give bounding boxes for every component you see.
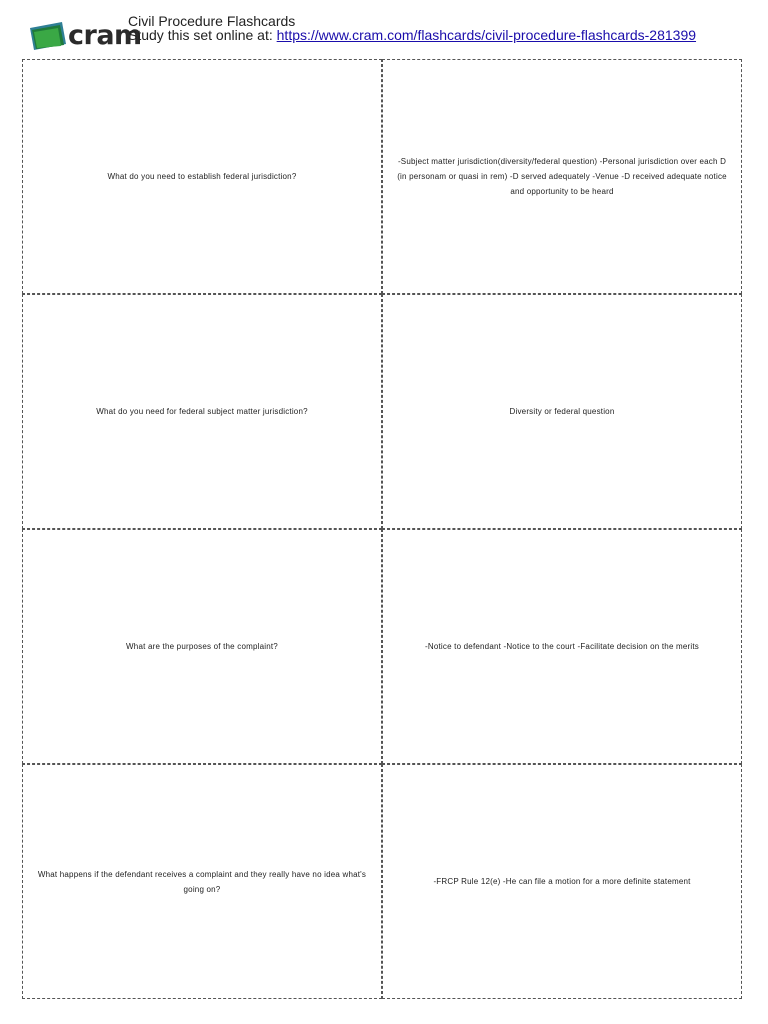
- card-answer-2: [382, 294, 742, 529]
- card-question-1: [22, 59, 382, 294]
- study-set-link[interactable]: https://www.cram.com/flashcards/civil-procedure-flashcards-281399: [276, 27, 697, 43]
- cram-logo-wordmark: cram: [68, 20, 142, 51]
- card-answer-3: [382, 529, 742, 764]
- flashcard-grid: [22, 59, 746, 999]
- question-text: What do you need to establish federal jurisdiction?: [107, 172, 297, 181]
- answer-text: Diversity or federal question: [509, 407, 615, 416]
- cram-logo-icon: [28, 18, 68, 54]
- answer-text: -FRCP Rule 12(e) -He can file a motion for a more definite statement: [433, 877, 691, 886]
- cram-logo[interactable]: [28, 18, 142, 54]
- card-answer-4: [382, 764, 742, 999]
- card-question-2: [22, 294, 382, 529]
- answer-text: -Subject matter jurisdiction(diversity/federal question) -Personal jurisdiction over each D (in personam or quasi in rem) -D served adequately -Venue -D received adequate notice and opportunity to be heard: [397, 157, 727, 196]
- answer-text: -Notice to defendant -Notice to the court -Facilitate decision on the merits: [425, 642, 699, 651]
- card-question-3: [22, 529, 382, 764]
- header-text: [128, 14, 748, 42]
- set-title: Civil Procedure Flashcards: [128, 13, 296, 29]
- card-question-4: [22, 764, 382, 999]
- study-online-line: [128, 28, 748, 42]
- question-text: What do you need for federal subject matter jurisdiction?: [96, 407, 308, 416]
- question-text: What are the purposes of the complaint?: [126, 642, 278, 651]
- page-header: [28, 14, 748, 56]
- question-text: What happens if the defendant receives a complaint and they really have no idea what's going on?: [37, 869, 367, 894]
- study-prefix: Study this set online at:: [128, 27, 277, 43]
- card-answer-1: [382, 59, 742, 294]
